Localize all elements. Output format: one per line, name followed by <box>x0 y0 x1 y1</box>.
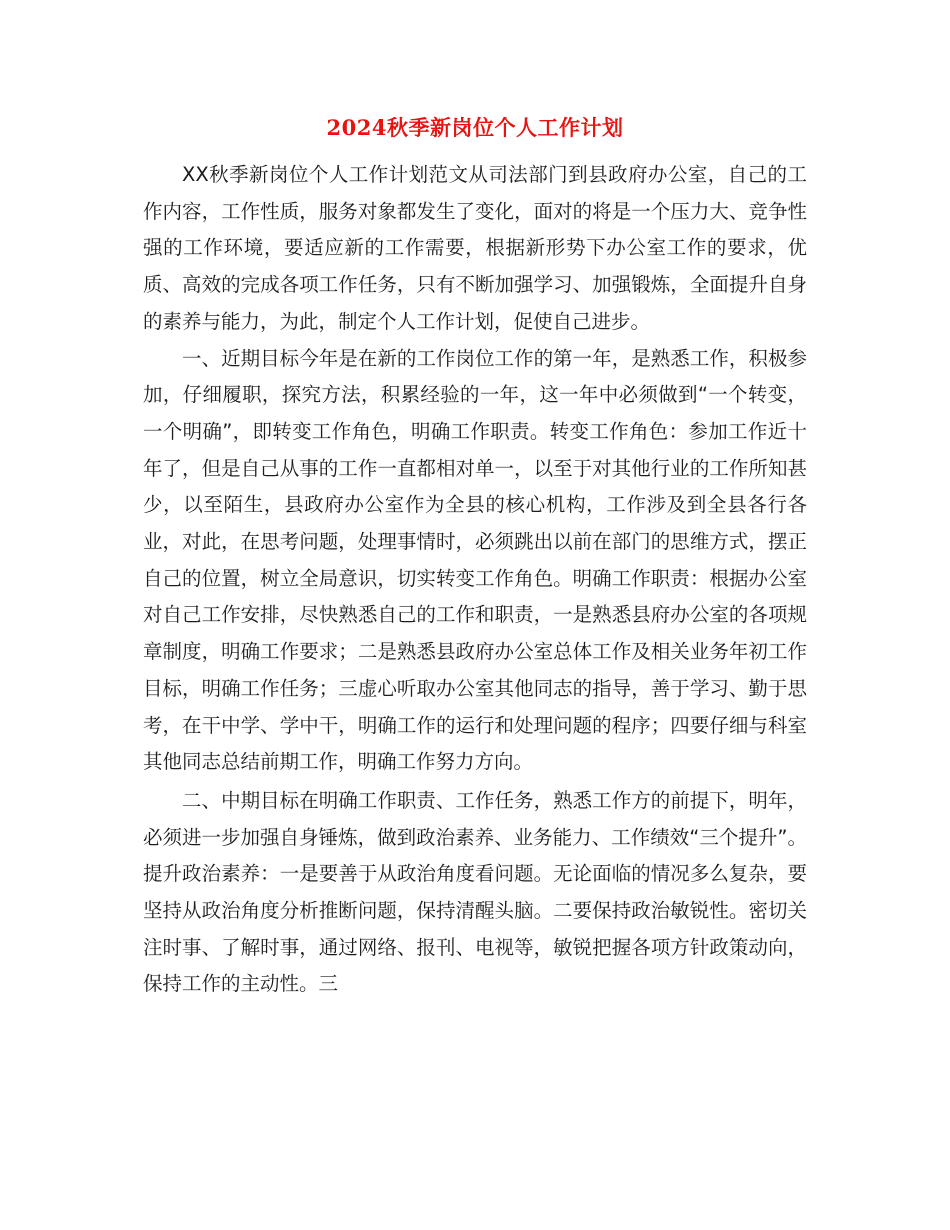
document-title: 2024秋季新岗位个人工作计划 <box>326 115 624 140</box>
paragraph-short-term-goals: 一、近期目标今年是在新的工作岗位工作的第一年，是熟悉工作，积极参加，仔细履职，探究方法，积累经验的一年，这一年中必须做到“一个转变，一个明确”，即转变工作角色，明确工作职责。转变工作角色：参加工作近十年了，但是自己从事的工作一直都相对单一，以至于对其他行业的工作所知甚少，以至陌生，县政府办公室作为全县的核心机构，工作涉及到全县各行各业，对此，在思考问题，处理事情时，必须跳出以前在部门的思维方式，摆正自己的位置，树立全局意识，切实转变工作角色。明确工作职责：根据办公室对自己工作安排，尽快熟悉自己的工作和职责，一是熟悉县府办公室的各项规章制度，明确工作要求；二是熟悉县政府办公室总体工作及相关业务年初工作目标，明确工作任务；三虚心听取办公室其他同志的指导，善于学习、勤于思考，在干中学、学中干，明确工作的运行和处理问题的程序；四要仔细与科室其他同志总结前期工作，明确工作努力方向。 <box>143 346 807 774</box>
paragraph-mid-term-goals: 二、中期目标在明确工作职责、工作任务，熟悉工作方的前提下，明年，必须进一步加强自身锤炼，做到政治素养、业务能力、工作绩效“三个提升”。提升政治素养：一是要善于从政治角度看问题。无论面临的情况多么复杂，要坚持从政治角度分析推断问题，保持清醒头脑。二要保持政治敏锐性。密切关注时事、了解时事，通过网络、报刊、电视等，敏锐把握各项方针政策动向，保持工作的主动性。三 <box>143 788 807 996</box>
document-body <box>143 157 807 1003</box>
paragraph-intro: XX秋季新岗位个人工作计划范文从司法部门到县政府办公室，自己的工作内容，工作性质，服务对象都发生了变化，面对的将是一个压力大、竞争性强的工作环境，要适应新的工作需要，根据新形势下办公室工作的要求，优质、高效的完成各项工作任务，只有不断加强学习、加强锻炼，全面提升自身的素养与能力，为此，制定个人工作计划，促使自己进步。 <box>143 163 807 333</box>
